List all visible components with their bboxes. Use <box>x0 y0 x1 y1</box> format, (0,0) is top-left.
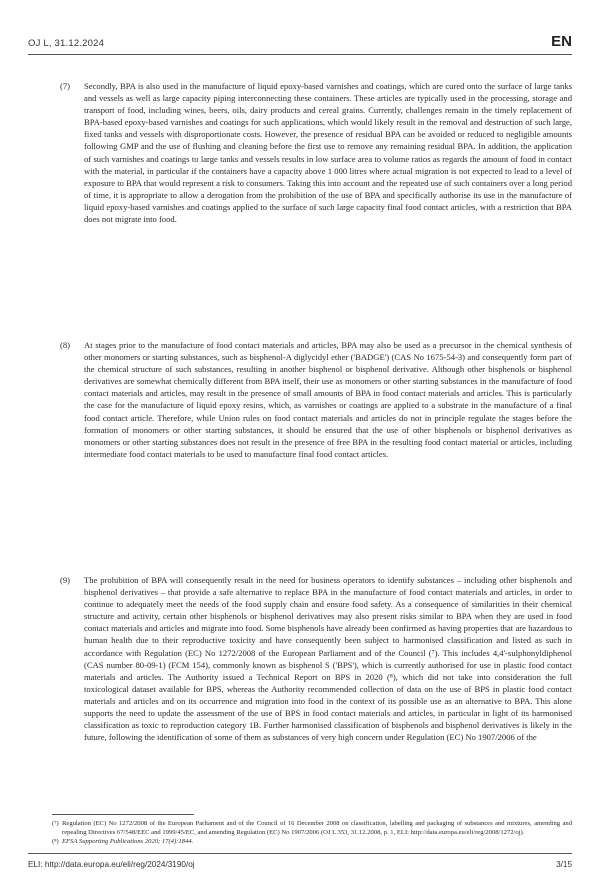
recital-text: The prohibition of BPA will consequently result in the need for business operators to identify substances – including other bisphenols and bisphenol derivatives – that provide a safe alternative to replace BPA in the manufacture of food contact materials and articles, in order to continue to adequately meet the needs of the food supply chain and ensure food safety. As a consequence of similarities in their chemical structure and activity, certain other bisphenols or bisphenol derivatives may also present risks similar to BPA when they are used in food contact materials and articles and migrate into food. Some bisphenols have already been confirmed as having properties that are hazardous to human health due to their reproductive toxicity and have consequently been subject to harmonised classification and listed as such in accordance with Regulation (EC) No 1272/2008 of the European Parliament and of the Council (⁷). This includes 4,4'-sulphonyldiphenol (CAS number 80-09-1) (FCM 154), commonly known as bisphenol S ('BPS'), which is currently authorised for use in plastic food contact materials and articles. The Authority issued a Technical Report on BPS in 2020 (⁸), which did not take into consideration the full toxicological dataset available for BPS, whereas the Authority recommended collection of data on the use of BPS in plastic food contact materials and articles and on its occurrence and migration into food in the context of its possible use as an alternative to BPA. This alone supports the need to update the assessment of the use of BPS in food contact materials and articles, in particular in light of its harmonised classification as toxic to reproduction category 1B. Further harmonised classification of bisphenols and bisphenol derivatives is likely in the future, following the identification of some of them as substances of very high concern under Regulation (EC) No 1907/2006 of the <box>84 575 572 743</box>
footnotes <box>52 819 572 847</box>
journal-reference: OJ L, 31.12.2024 <box>28 38 105 49</box>
footnote-mark: (⁸) <box>52 838 59 846</box>
footnote-mark: (⁷) <box>52 820 59 827</box>
footnote-divider <box>52 814 194 815</box>
page-number: 3/15 <box>556 860 572 869</box>
footnote-8 <box>52 837 572 846</box>
page-header <box>28 32 572 55</box>
recital-text: Secondly, BPA is also used in the manufacture of liquid epoxy-based varnishes and coatings, which are cured onto the surface of large tanks and vessels as well as large capacity piping interconnecting these containers. These articles are typically used in the processing, storage and transport of food, including wines, beers, oils, dairy products and cereal grains. Currently, challenges remain in the timely replacement of BPA-based epoxy-based varnishes and coatings for such applications, which would likely result in the removal and destruction of such large, fixed tanks and vessels with disproportionate costs. However, the presence of residual BPA can be avoided or reduced to negligible amounts following GMP and the use of flushing and cleaning before the first use to remove any remaining residual BPA. In addition, the application of such varnishes and coatings to large tanks and vessels results in low surface area to volume ratios as regards the amount of food in contact with the material, in particular if the containers have a capacity above 1 000 litres where actual migration is not expected to lead to a level of exposure to BPA that would represent a risk to consumers. Taking this into account and the repeated use of such containers over a long period of time, it is appropriate to allow a derogation from the prohibition of the use of BPA and specifically authorise its use in the manufacture of liquid epoxy-based varnishes and coatings applied to the surface of such large capacity final food contact articles, with a restriction that BPA does not migrate into food. <box>84 81 572 225</box>
recital-number: (9) <box>60 575 71 585</box>
language-code: EN <box>551 33 572 50</box>
footnote-text: EFSA Supporting Publications 2020; 17(4):1844. <box>62 838 194 846</box>
footnote-text: Regulation (EC) No 1272/2008 of the European Parliament and of the Council of 16 December 2008 on classification, labelling and packaging of substances and mixtures, amending and repealing Directives 67/548/EEC and 1999/45/EC, and amending Regulation (EC) No 1907/2006 (OJ L 353, 31.12.2008, p. 1, ELI: http://data.europa.eu/eli/reg/2008/1272/oj). <box>62 820 572 837</box>
recital-number: (7) <box>60 81 71 91</box>
eli-link[interactable]: ELI: http://data.europa.eu/eli/reg/2024/3190/oj <box>28 860 195 869</box>
recital-number: (8) <box>60 340 71 350</box>
recital-text: At stages prior to the manufacture of food contact materials and articles, BPA may also be used as a precursor in the chemical synthesis of other monomers or starting substances, such as bisphenol-A diglycidyl ether ('BADGE') (CAS No 1675-54-3) and consequently form part of the chemical structure of such substances, resulting in another bisphenol or bisphenol derivative. Although other bisphenols or bisphenol derivatives are somewhat chemically different from BPA itself, their use as monomers or other starting substances in the manufacture of food contact materials and articles, may result in the presence of small amounts of BPA in food contact materials and articles. This is particularly the case for the manufacture of liquid epoxy resins, which, as varnishes or coatings are applied to a substrate in the manufacture of a final food contact article. Therefore, while Union rules on food contact materials and articles do not in principle regulate the stages before the formation of monomers or other starting substances, it should be ensured that the use of other bisphenols or bisphenol derivatives as monomers or other starting substances does not result in the presence of free BPA in the resulting food contact material or articles, including intermediate food contact materials to be used to manufacture final food contact articles. <box>84 340 572 459</box>
footnote-7 <box>52 819 572 837</box>
page-footer <box>28 853 572 870</box>
